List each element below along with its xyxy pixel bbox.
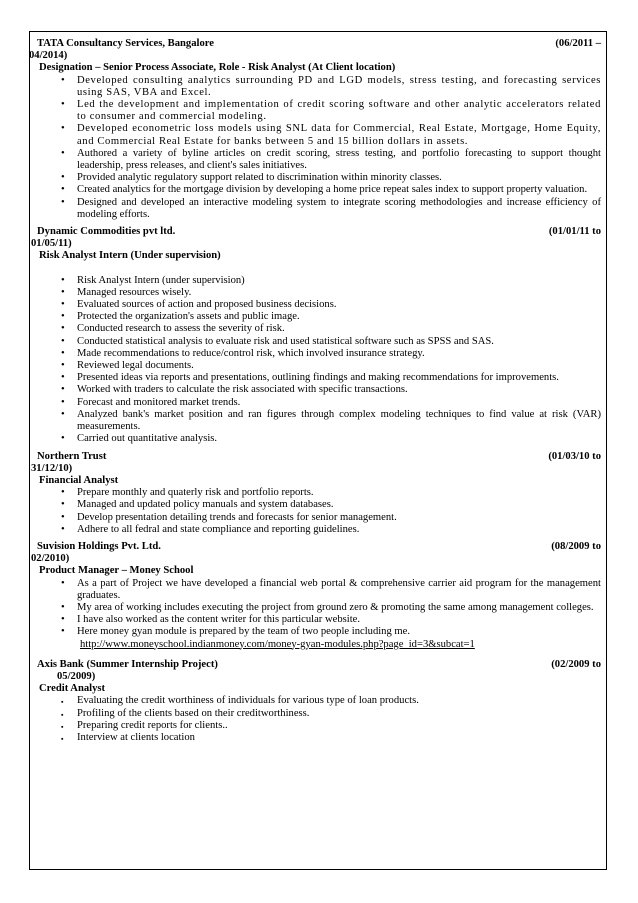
- job-role: Credit Analyst: [39, 683, 106, 695]
- bullet-icon: •: [61, 511, 65, 523]
- list-item-text: My area of working includes executing the project from ground zero & promoting the same among management colleges.: [77, 601, 594, 613]
- list-item: [31, 409, 603, 433]
- job-dates-end: 01/05/11): [31, 238, 72, 250]
- job-tata: [31, 38, 603, 221]
- list-item-text: Worked with traders to calculate the risk associated with specific transactions.: [77, 384, 408, 396]
- list-item: [31, 578, 603, 602]
- job-header: [31, 226, 603, 250]
- job-header: [31, 451, 603, 475]
- job-bullet-list: [31, 487, 603, 536]
- job-dates-start: (01/01/11 to: [548, 226, 601, 238]
- bullet-icon: •: [61, 372, 65, 384]
- list-item-text: Evaluated sources of action and proposed business decisions.: [77, 299, 337, 311]
- list-item-text: Provided analytic regulatory support related to discrimination within minority classes.: [77, 172, 442, 184]
- spacer: [31, 263, 603, 275]
- bullet-icon: •: [61, 299, 65, 311]
- job-dates-end: 04/2014): [29, 50, 68, 62]
- list-item-text: Analyzed bank's market position and ran figures through complex modeling techniques to find value at risk (VAR) measurements.: [77, 408, 601, 433]
- bullet-icon: •: [61, 99, 66, 111]
- resume-experience: [31, 38, 603, 749]
- list-item: [31, 311, 603, 323]
- list-item-text: I have also worked as the content writer for this particular website.: [77, 614, 360, 626]
- list-item-text: Adhere to all fedral and state compliance and reporting guidelines.: [77, 523, 360, 535]
- bullet-icon: •: [61, 360, 65, 372]
- job-dates-end: 05/2009): [57, 670, 96, 682]
- bullet-icon: •: [61, 601, 65, 613]
- list-item-text: Conducted statistical analysis to evaluate risk and used statistical software such as SPSS and SAS.: [77, 335, 494, 347]
- list-item: [31, 299, 603, 311]
- list-item-text: Presented ideas via reports and presentations, outlining findings and making recommendations for improvements.: [77, 372, 559, 384]
- list-item-text: Developed econometric loss models using SNL data for Commercial, Real Estate, Mortgage, Home Equity, and Commercial Real Estate for banks between 5 and 15 billion dollars in assets.: [77, 123, 601, 147]
- job-header: [31, 38, 603, 62]
- job-dates-start: (08/2009 to: [551, 540, 601, 552]
- bullet-icon: •: [61, 274, 65, 286]
- list-item-text: As a part of Project we have developed a financial web portal & comprehensive carrier aid program for the management graduates.: [77, 577, 601, 601]
- job-bullet-list: [31, 695, 603, 744]
- square-bullet-icon: ▪: [61, 734, 64, 743]
- bullet-icon: •: [61, 184, 65, 196]
- company-name: Axis Bank (Summer Internship Project): [37, 658, 218, 670]
- company-name: Dynamic Commodities pvt ltd.: [37, 226, 176, 238]
- bullet-icon: •: [61, 626, 65, 638]
- list-item: [31, 197, 603, 221]
- job-suvision: [31, 541, 603, 651]
- bullet-icon: •: [61, 335, 65, 347]
- list-item-text: Prepare monthly and quaterly risk and portfolio reports.: [77, 487, 314, 499]
- list-item: [31, 397, 603, 409]
- bullet-icon: •: [61, 196, 65, 208]
- bullet-icon: •: [61, 433, 65, 445]
- list-item-text: Here money gyan module is prepared by the team of two people including me.: [77, 626, 411, 638]
- job-role: Financial Analyst: [39, 474, 119, 486]
- job-role: Designation – Senior Process Associate, Role - Risk Analyst (At Client location): [39, 62, 396, 74]
- list-item-text: Conducted research to assess the severity of risk.: [77, 323, 285, 335]
- list-item-text: Created analytics for the mortgage division by developing a home price repeat sales index to support property valuation.: [77, 184, 588, 196]
- list-item-text: Made recommendations to reduce/control risk, which involved insurance strategy.: [77, 347, 425, 359]
- list-item: [31, 172, 603, 184]
- bullet-icon: •: [61, 487, 65, 499]
- list-item: [31, 384, 603, 396]
- list-item: [31, 524, 603, 536]
- list-item: [31, 75, 603, 99]
- list-item-text: Forecast and monitored market trends.: [77, 396, 241, 408]
- list-item: [31, 602, 603, 614]
- bullet-icon: •: [61, 311, 65, 323]
- job-dates-start: (06/2011 –: [555, 38, 601, 49]
- list-item-text: Protected the organization's assets and public image.: [77, 311, 300, 323]
- list-item: [31, 148, 603, 172]
- list-item: [31, 123, 603, 147]
- job-bullet-list: [31, 75, 603, 221]
- job-role: Risk Analyst Intern (Under supervision): [39, 250, 221, 262]
- job-role: Product Manager – Money School: [39, 565, 194, 577]
- list-item-text: Authored a variety of byline articles on credit scoring, stress testing, and portfolio forecasting to support thought leadership, press releases, and client's sales initiatives.: [77, 147, 601, 172]
- job-header: [31, 659, 603, 683]
- list-item-text: Preparing credit reports for clients..: [77, 719, 228, 731]
- list-item-text: Led the development and implementation of credit scoring software and other analytic accelerators related to consumer and commercial modeling.: [77, 99, 601, 123]
- list-item-text: Designed and developed an interactive modeling system to integrate scoring methodologies and increase efficiency of modeling efforts.: [77, 196, 601, 220]
- list-item: [31, 614, 603, 626]
- list-item: [31, 336, 603, 348]
- list-item: [31, 720, 603, 732]
- list-item-text: Carried out quantitative analysis.: [77, 433, 218, 445]
- square-bullet-icon: ▪: [61, 710, 64, 719]
- job-dynamic-commodities: [31, 226, 603, 445]
- square-bullet-icon: ▪: [61, 698, 64, 707]
- list-item: [31, 99, 603, 123]
- money-gyan-modules-link[interactable]: http://www.moneyschool.indianmoney.com/money-gyan-modules.php?page_id=3&subcat=1: [80, 638, 475, 650]
- list-item-text: Developed consulting analytics surrounding PD and LGD models, stress testing, and forecasting services using SAS, VBA and Excel.: [77, 74, 601, 98]
- square-bullet-icon: ▪: [61, 722, 64, 731]
- job-dates-end: 31/12/10): [31, 462, 73, 474]
- list-item: [31, 275, 603, 287]
- bullet-icon: •: [61, 286, 65, 298]
- list-item: [31, 708, 603, 720]
- job-axis-bank: [31, 659, 603, 744]
- list-item: [31, 732, 603, 744]
- list-item: [31, 433, 603, 445]
- list-item: [31, 695, 603, 707]
- list-item: [31, 512, 603, 524]
- list-item: [31, 626, 603, 638]
- job-dates-start: (02/2009 to: [551, 658, 601, 670]
- list-item: [31, 360, 603, 372]
- job-northern-trust: [31, 451, 603, 536]
- bullet-icon: •: [61, 384, 65, 396]
- job-dates-end: 02/2010): [31, 553, 70, 565]
- bullet-icon: •: [61, 74, 66, 86]
- list-item-text: Evaluating the credit worthiness of individuals for various type of loan products.: [77, 695, 419, 707]
- list-item-text: Reviewed legal documents.: [77, 360, 194, 372]
- bullet-icon: •: [61, 523, 65, 535]
- bullet-icon: •: [61, 347, 65, 359]
- bullet-icon: •: [61, 123, 66, 135]
- list-item-text: Develop presentation detailing trends and forecasts for senior management.: [77, 511, 397, 523]
- list-item: [31, 323, 603, 335]
- list-item: [31, 287, 603, 299]
- list-item: [31, 487, 603, 499]
- list-item-text: Managed resources wisely.: [77, 286, 192, 298]
- bullet-icon: •: [61, 396, 65, 408]
- bullet-icon: •: [61, 172, 65, 184]
- list-item: [31, 184, 603, 196]
- list-item: [31, 348, 603, 360]
- company-name: TATA Consultancy Services, Bangalore: [37, 38, 214, 49]
- list-item: [31, 372, 603, 384]
- bullet-icon: •: [61, 323, 65, 335]
- list-item-text: Managed and updated policy manuals and system databases.: [77, 499, 334, 511]
- job-dates-start: (01/03/10 to: [548, 450, 601, 462]
- bullet-icon: •: [61, 577, 65, 589]
- company-name: Suvision Holdings Pvt. Ltd.: [37, 540, 161, 552]
- bullet-icon: •: [61, 614, 65, 626]
- list-item-text: Risk Analyst Intern (under supervision): [77, 274, 245, 286]
- bullet-icon: •: [61, 499, 65, 511]
- list-item-text: Profiling of the clients based on their creditworthiness.: [77, 707, 310, 719]
- company-name: Northern Trust: [37, 450, 107, 462]
- list-item: [31, 499, 603, 511]
- job-bullet-list: [31, 275, 603, 446]
- list-item-text: Interview at clients location: [77, 731, 195, 743]
- bullet-icon: •: [61, 147, 65, 159]
- job-header: [31, 541, 603, 565]
- bullet-icon: •: [61, 408, 65, 420]
- job-bullet-list: [31, 578, 603, 639]
